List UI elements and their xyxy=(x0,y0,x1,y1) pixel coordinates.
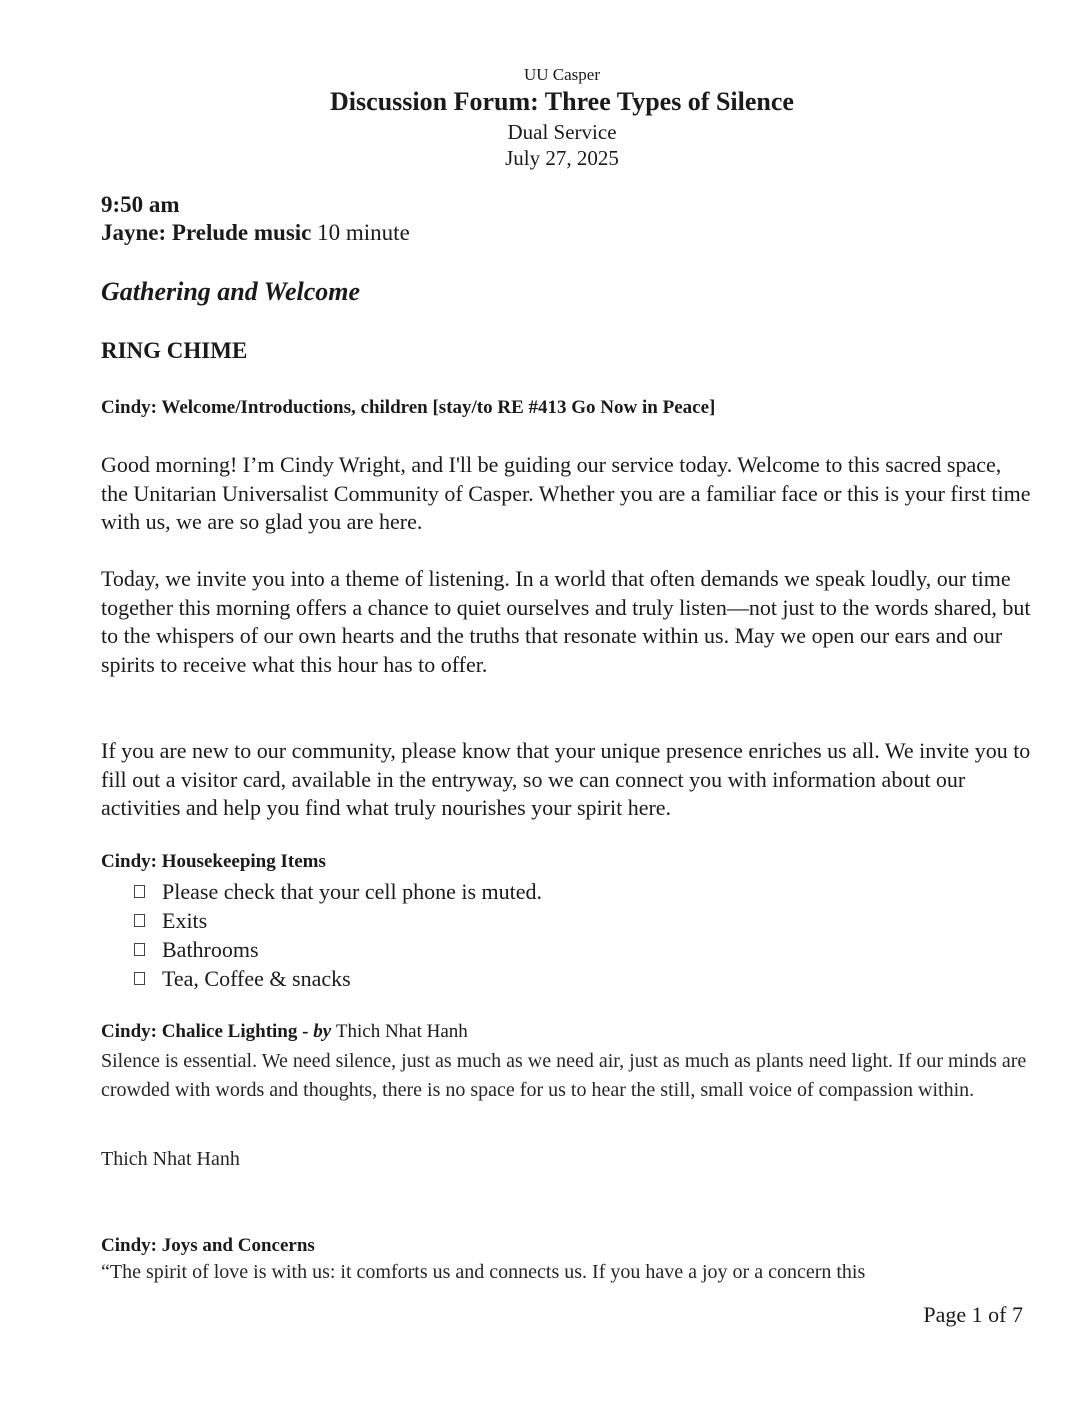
checkbox-icon xyxy=(134,943,145,956)
prelude-line xyxy=(101,220,410,246)
prelude-duration: 10 minute xyxy=(317,220,410,245)
prelude-label: Jayne: Prelude music xyxy=(101,220,312,245)
service-type: Dual Service xyxy=(507,120,617,144)
schedule-time: 9:50 am xyxy=(101,192,180,217)
housekeeping-list xyxy=(134,877,542,993)
list-item xyxy=(134,935,542,964)
page-number: Page 1 of 7 xyxy=(923,1302,1023,1327)
checkbox-icon xyxy=(134,972,145,985)
chalice-author: Thich Nhat Hanh xyxy=(335,1021,468,1042)
checkbox-icon xyxy=(134,885,145,898)
joys-text: “The spirit of love is with us: it comforts us and connects us. If you have a joy or a concern this xyxy=(101,1261,866,1283)
joys-cue: Cindy: Joys and Concerns xyxy=(101,1235,315,1256)
document-title: Discussion Forum: Three Types of Silence xyxy=(330,87,794,116)
welcome-paragraph-3: If you are new to our community, please know that your unique presence enriches us all. We invite you to fill out a visitor card, available in the entryway, so we can connect you with information about our activities and help you find what truly nourishes your spirit here. xyxy=(101,738,1031,821)
welcome-cue: Cindy: Welcome/Introductions, children [stay/to RE #413 Go Now in Peace] xyxy=(101,397,716,418)
chalice-cue xyxy=(101,1021,468,1043)
chalice-quote: Silence is essential. We need silence, just as much as we need air, just as much as plants need light. If our minds are crowded with words and thoughts, there is no space for us to hear the still, small voice of compassion within. xyxy=(101,1050,1027,1101)
housekeeping-cue: Cindy: Housekeeping Items xyxy=(101,851,326,872)
organization-name: UU Casper xyxy=(523,65,600,84)
list-item xyxy=(134,964,542,993)
chalice-by: by xyxy=(313,1021,332,1042)
list-item xyxy=(134,906,542,935)
list-item-text: Exits xyxy=(162,908,208,933)
welcome-paragraph-2: Today, we invite you into a theme of listening. In a world that often demands we speak loudly, our time together this morning offers a chance to quiet ourselves and truly listen—not just to the words shared, but to the whispers of our own hearts and the truths that resonate within us. May we open our ears and our spirits to receive what this hour has to offer. xyxy=(101,566,1031,678)
welcome-paragraph-1: Good morning! I’m Cindy Wright, and I'll be guiding our service today. Welcome to this sacred space, the Unitarian Universalist Community of Casper. Whether you are a familiar face or this is your first time with us, we are so glad you are here. xyxy=(101,452,1031,535)
checkbox-icon xyxy=(134,914,145,927)
ring-chime-heading: RING CHIME xyxy=(101,338,248,363)
list-item-text: Bathrooms xyxy=(162,937,259,962)
quote-attribution: Thich Nhat Hanh xyxy=(101,1148,240,1170)
list-item-text: Please check that your cell phone is muted. xyxy=(162,879,542,904)
list-item-text: Tea, Coffee & snacks xyxy=(162,966,351,991)
list-item xyxy=(134,877,542,906)
section-heading: Gathering and Welcome xyxy=(101,277,361,306)
service-date: July 27, 2025 xyxy=(505,146,619,170)
chalice-cue-label: Cindy: Chalice Lighting - xyxy=(101,1021,309,1042)
